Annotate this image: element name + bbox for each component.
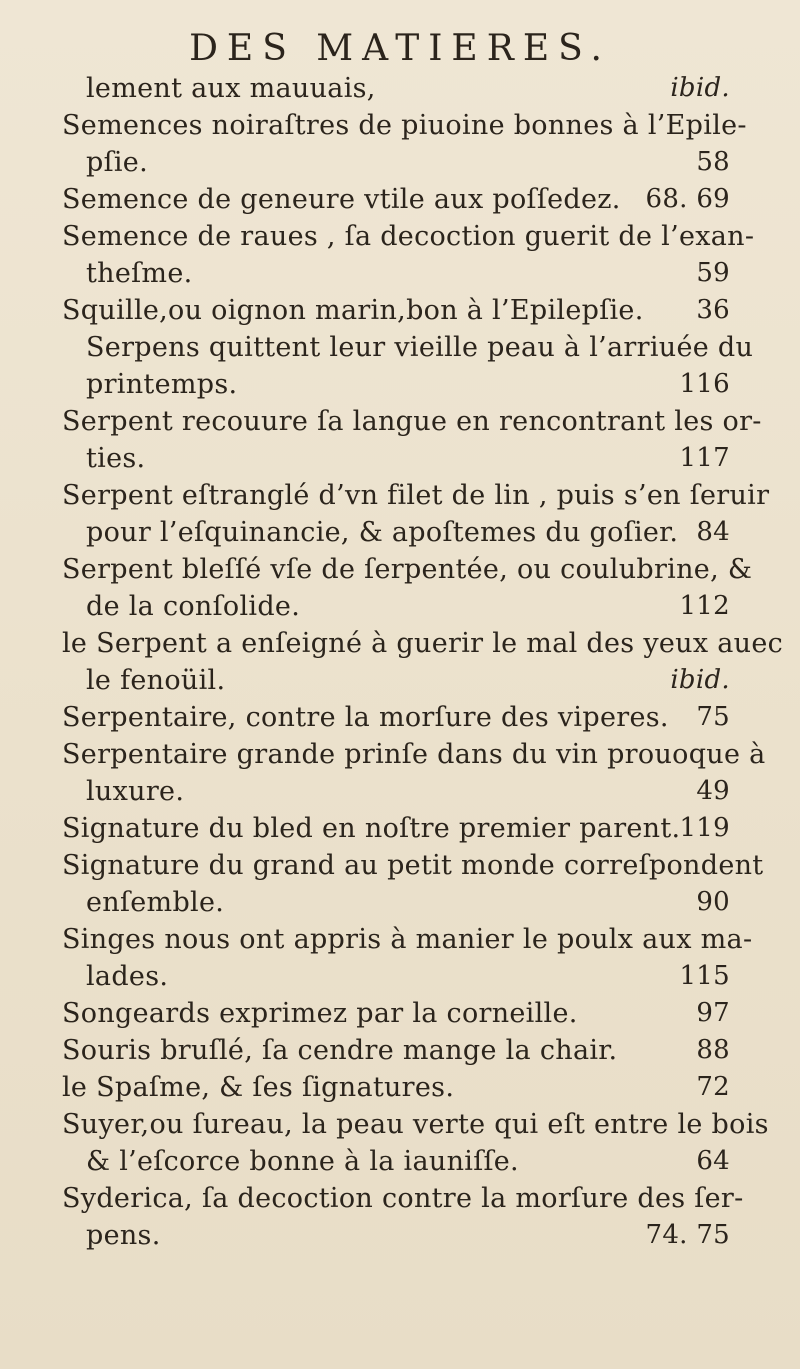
index-entry [62, 1069, 730, 1106]
entry-text: Serpentaire grande prinſe dans du vin prouoque à [62, 739, 766, 770]
entry-text: theſme. [86, 258, 193, 289]
entry-text: luxure. [86, 776, 185, 807]
entry-line [62, 292, 730, 329]
entry-text: Semence de geneure vtile aux poſſedez. [62, 184, 621, 215]
entry-line [62, 1032, 730, 1069]
entry-line [62, 255, 730, 292]
index-entry [62, 1180, 744, 1254]
entry-line [62, 403, 762, 440]
entry-text: lades. [86, 961, 169, 992]
index-entry [62, 107, 747, 181]
entry-line [62, 366, 730, 403]
index-entry [62, 699, 730, 736]
entry-text: Signature du bled en noſtre premier parent. [62, 813, 681, 844]
entry-text: Serpentaire, contre la morſure des viperes. [62, 702, 669, 733]
page-reference: 117 [679, 443, 730, 473]
entry-line [62, 1180, 744, 1217]
entry-text: Serpent recouure ſa langue en rencontrant les or- [62, 406, 762, 437]
index-entry [62, 625, 784, 699]
index-entry [62, 181, 730, 218]
entry-text: Semence de raues , ſa decoction guerit de l’exan- [62, 221, 755, 252]
entry-text: le Serpent a enſeigné à guerir le mal des yeux auec [62, 628, 784, 659]
entry-line [62, 1106, 769, 1143]
page-reference: ibid. [670, 665, 730, 695]
entry-text: enſemble. [86, 887, 225, 918]
entry-text: Serpent eſtranglé d’vn filet de lin , puis s’en ſeruir [62, 480, 770, 511]
entry-line [62, 107, 747, 144]
page-reference: 36 [696, 295, 730, 325]
entry-text: pens. [86, 1220, 161, 1251]
entry-text: le Spaſme, & ſes ſignatures. [62, 1072, 455, 1103]
page-reference: 49 [696, 776, 730, 806]
entry-line [62, 70, 730, 107]
page-reference: 74. 75 [645, 1220, 730, 1250]
page-reference: 59 [696, 258, 730, 288]
entry-line [62, 514, 730, 551]
entry-text: le fenoüil. [86, 665, 226, 696]
page-reference: 97 [696, 998, 730, 1028]
entry-line [62, 884, 730, 921]
index-entry [62, 329, 754, 403]
entry-line [62, 847, 764, 884]
index-entry [62, 810, 730, 847]
index-entry [62, 70, 730, 107]
entry-line [62, 588, 730, 625]
index-entry [62, 1106, 769, 1180]
entry-text: Souris bruſlé, ſa cendre mange la chair. [62, 1035, 618, 1066]
entry-text: pſie. [86, 147, 148, 178]
entry-line [62, 958, 730, 995]
entry-text: Suyer,ou ſureau, la peau verte qui eſt entre le bois [62, 1109, 769, 1140]
entry-text: Singes nous ont appris à manier le poulx aux ma- [62, 924, 753, 955]
page-reference: 90 [696, 887, 730, 917]
entry-line [62, 995, 730, 1032]
entry-text: Signature du grand au petit monde correſpondent [62, 850, 764, 881]
page-reference: 84 [696, 517, 730, 547]
page-header: DES MATIERES. [189, 28, 611, 69]
page-reference: 115 [679, 961, 730, 991]
page-reference: 75 [696, 702, 730, 732]
entry-text: Serpent bleſſé vſe de ſerpentée, ou coulubrine, & [62, 554, 753, 585]
index-entry [62, 1032, 730, 1069]
page-reference: 68. 69 [645, 184, 730, 214]
entry-text: printemps. [86, 369, 238, 400]
index-entry [62, 995, 730, 1032]
entry-text: & l’eſcorce bonne à la iauniſſe. [86, 1146, 519, 1177]
page-reference: 112 [679, 591, 730, 621]
entry-line [62, 1217, 730, 1254]
entry-line [62, 477, 770, 514]
index-entry [62, 292, 730, 329]
entry-text: pour l’eſquinancie, & apoſtemes du goſier. [86, 517, 679, 548]
entry-line [62, 551, 753, 588]
entry-text: Songeards exprimez par la corneille. [62, 998, 578, 1029]
entry-line [62, 1069, 730, 1106]
index-entry [62, 921, 753, 995]
entry-line [62, 921, 753, 958]
entry-line [62, 218, 755, 255]
index-entry [62, 218, 755, 292]
entry-line [62, 181, 730, 218]
entry-text: Semences noiraſtres de piuoine bonnes à l’Epile- [62, 110, 747, 141]
page-reference: 72 [696, 1072, 730, 1102]
entry-line [62, 699, 730, 736]
entry-line [62, 773, 730, 810]
page-reference: 58 [696, 147, 730, 177]
entry-line [62, 440, 730, 477]
entry-text: Syderica, ſa decoction contre la morſure des ſer- [62, 1183, 744, 1214]
entry-text: Serpens quittent leur vieille peau à l’arriuée du [86, 332, 754, 363]
entry-line [62, 1143, 730, 1180]
entry-text: ties. [86, 443, 146, 474]
entry-text: lement aux mauuais, [86, 73, 376, 104]
page-reference: 119 [679, 813, 730, 843]
entry-text: de la conſolide. [86, 591, 301, 622]
index-entry [62, 477, 770, 551]
page-reference: 64 [696, 1146, 730, 1176]
page-reference: 116 [679, 369, 730, 399]
entry-line [62, 144, 730, 181]
index-entry [62, 403, 762, 477]
entry-line [62, 625, 784, 662]
page-reference: 88 [696, 1035, 730, 1065]
entry-line [62, 329, 754, 366]
entry-text: Squille,ou oignon marin,bon à l’Epilepſie. [62, 295, 644, 326]
entry-line [62, 662, 730, 699]
index-entry [62, 736, 766, 810]
index-entry [62, 551, 753, 625]
index-entry [62, 847, 764, 921]
entry-line [62, 736, 766, 773]
entry-line [62, 810, 730, 847]
page-reference: ibid. [670, 73, 730, 103]
